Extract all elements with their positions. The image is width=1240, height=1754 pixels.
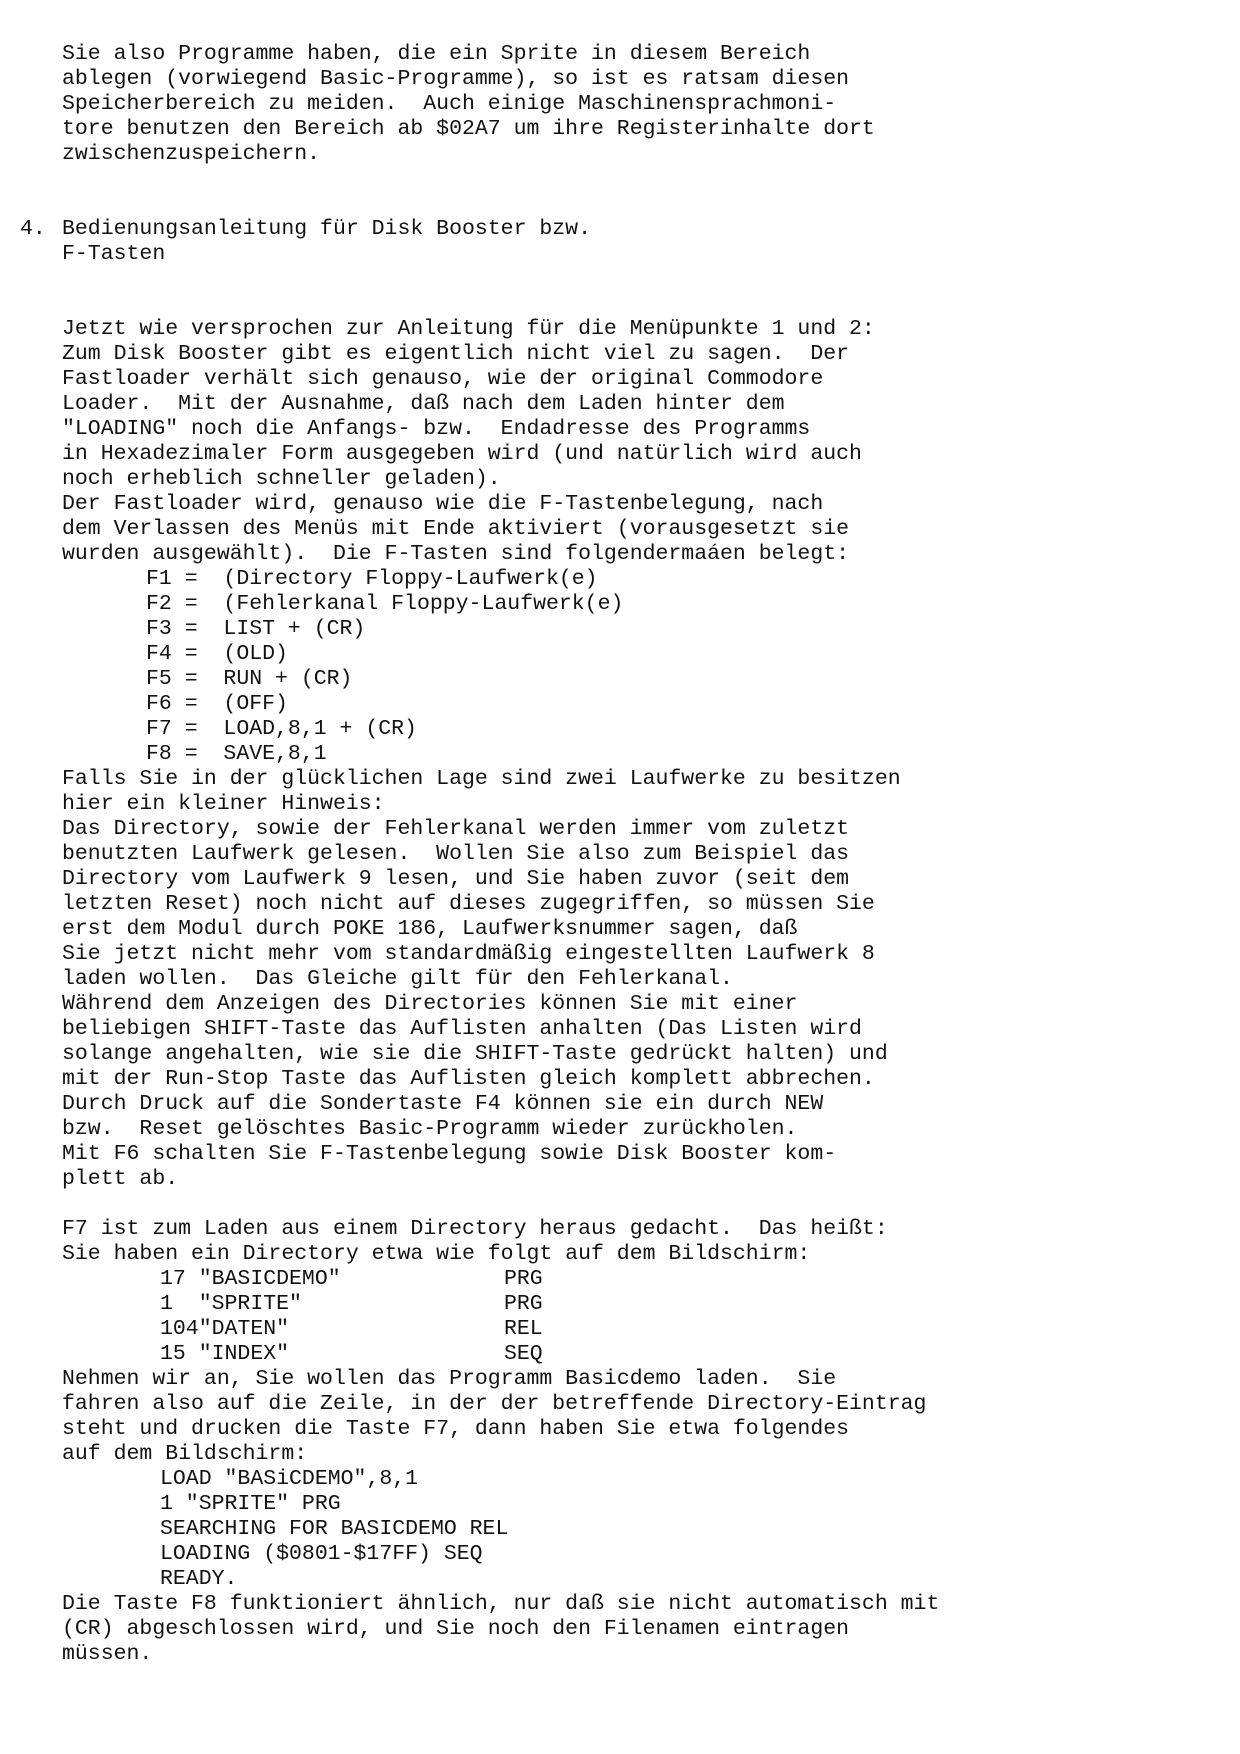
paragraph-line: solange angehalten, wie sie die SHIFT-Taste gedrückt halten) und — [62, 1042, 888, 1066]
paragraph-line: in Hexadezimaler Form ausgegeben wird (und natürlich wird auch — [62, 442, 862, 466]
paragraph-line: erst dem Modul durch POKE 186, Laufwerksnummer sagen, daß — [62, 917, 798, 941]
directory-entry-type: PRG — [504, 1292, 543, 1316]
screen-output-line: 1 "SPRITE" PRG — [160, 1492, 341, 1516]
paragraph-line: Durch Druck auf die Sondertaste F4 können sie ein durch NEW — [62, 1092, 824, 1116]
paragraph-line: noch erheblich schneller geladen). — [62, 467, 501, 491]
screen-output-line: SEARCHING FOR BASICDEMO REL — [160, 1517, 509, 1541]
paragraph-line: dem Verlassen des Menüs mit Ende aktiviert (vorausgesetzt sie — [62, 517, 850, 541]
paragraph-line: Mit F6 schalten Sie F-Tastenbelegung sowie Disk Booster kom- — [62, 1142, 837, 1166]
intro-line: ablegen (vorwiegend Basic-Programme), so ist es ratsam diesen — [62, 67, 850, 91]
directory-entry: 15 "INDEX" — [160, 1342, 290, 1366]
directory-entry-type: REL — [504, 1317, 543, 1341]
paragraph-line: Nehmen wir an, Sie wollen das Programm Basicdemo laden. Sie — [62, 1367, 837, 1391]
fkey-assignment: F5 = RUN + (CR) — [146, 667, 353, 691]
paragraph-line: laden wollen. Das Gleiche gilt für den Fehlerkanal. — [62, 967, 733, 991]
paragraph-line: müssen. — [62, 1642, 153, 1666]
paragraph-line: Jetzt wie versprochen zur Anleitung für die Menüpunkte 1 und 2: — [62, 317, 875, 341]
paragraph-line: Fastloader verhält sich genauso, wie der original Commodore — [62, 367, 824, 391]
paragraph-line: Falls Sie in der glücklichen Lage sind zwei Laufwerke zu besitzen — [62, 767, 901, 791]
paragraph-line: Loader. Mit der Ausnahme, daß nach dem Laden hinter dem — [62, 392, 785, 416]
paragraph-line: F7 ist zum Laden aus einem Directory heraus gedacht. Das heißt: — [62, 1217, 888, 1241]
fkey-assignment: F8 = SAVE,8,1 — [146, 742, 327, 766]
paragraph-line: beliebigen SHIFT-Taste das Auflisten anhalten (Das Listen wird — [62, 1017, 862, 1041]
paragraph-line: plett ab. — [62, 1167, 179, 1191]
paragraph-line: bzw. Reset gelöschtes Basic-Programm wieder zurückholen. — [62, 1117, 798, 1141]
paragraph-line: wurden ausgewählt). Die F-Tasten sind folgendermaáen belegt: — [62, 542, 850, 566]
paragraph-line: Sie jetzt nicht mehr vom standardmäßig eingestellten Laufwerk 8 — [62, 942, 875, 966]
fkey-assignment: F6 = (OFF) — [146, 692, 288, 716]
paragraph-line: fahren also auf die Zeile, in der der betreffende Directory-Eintrag — [62, 1392, 927, 1416]
fkey-assignment: F7 = LOAD,8,1 + (CR) — [146, 717, 417, 741]
intro-line: Speicherbereich zu meiden. Auch einige Maschinensprachmoni- — [62, 92, 837, 116]
fkey-assignment: F2 = (Fehlerkanal Floppy-Laufwerk(e) — [146, 592, 624, 616]
paragraph-line: hier ein kleiner Hinweis: — [62, 792, 385, 816]
paragraph-line: "LOADING" noch die Anfangs- bzw. Endadresse des Programms — [62, 417, 811, 441]
paragraph-line: benutzten Laufwerk gelesen. Wollen Sie also zum Beispiel das — [62, 842, 850, 866]
screen-output-line: READY. — [160, 1567, 238, 1591]
fkey-assignment: F4 = (OLD) — [146, 642, 288, 666]
directory-entry: 17 "BASICDEMO" — [160, 1267, 341, 1291]
directory-entry-type: PRG — [504, 1267, 543, 1291]
paragraph-line: steht und drucken die Taste F7, dann haben Sie etwa folgendes — [62, 1417, 850, 1441]
paragraph-line: Während dem Anzeigen des Directories können Sie mit einer — [62, 992, 798, 1016]
paragraph-line: Der Fastloader wird, genauso wie die F-Tastenbelegung, nach — [62, 492, 824, 516]
directory-entry-type: SEQ — [504, 1342, 543, 1366]
paragraph-line: Sie haben ein Directory etwa wie folgt auf dem Bildschirm: — [62, 1242, 811, 1266]
screen-output-line: LOADING ($0801-$17FF) SEQ — [160, 1542, 483, 1566]
paragraph-line: letzten Reset) noch nicht auf dieses zugegriffen, so müssen Sie — [62, 892, 875, 916]
directory-entry: 1 "SPRITE" — [160, 1292, 302, 1316]
paragraph-line: (CR) abgeschlossen wird, und Sie noch den Filenamen eintragen — [62, 1617, 850, 1641]
intro-line: Sie also Programme haben, die ein Sprite in diesem Bereich — [62, 42, 811, 66]
screen-output-line: LOAD "BASiCDEMO",8,1 — [160, 1467, 419, 1491]
section-title: Bedienungsanleitung für Disk Booster bzw. — [62, 217, 591, 241]
fkey-assignment: F1 = (Directory Floppy-Laufwerk(e) — [146, 567, 598, 591]
fkey-assignment: F3 = LIST + (CR) — [146, 617, 366, 641]
paragraph-line: Das Directory, sowie der Fehlerkanal werden immer vom zuletzt — [62, 817, 850, 841]
directory-entry: 104"DATEN" — [160, 1317, 290, 1341]
intro-line: tore benutzen den Bereich ab $02A7 um ihre Registerinhalte dort — [62, 117, 875, 141]
section-title-continued: F-Tasten — [62, 242, 166, 266]
paragraph-line: Die Taste F8 funktioniert ähnlich, nur daß sie nicht automatisch mit — [62, 1592, 940, 1616]
section-number: 4. — [20, 217, 46, 241]
paragraph-line: Zum Disk Booster gibt es eigentlich nicht viel zu sagen. Der — [62, 342, 850, 366]
intro-line: zwischenzuspeichern. — [62, 142, 321, 166]
paragraph-line: mit der Run-Stop Taste das Auflisten gleich komplett abbrechen. — [62, 1067, 875, 1091]
paragraph-line: Directory vom Laufwerk 9 lesen, und Sie haben zuvor (seit dem — [62, 867, 850, 891]
paragraph-line: auf dem Bildschirm: — [62, 1442, 308, 1466]
